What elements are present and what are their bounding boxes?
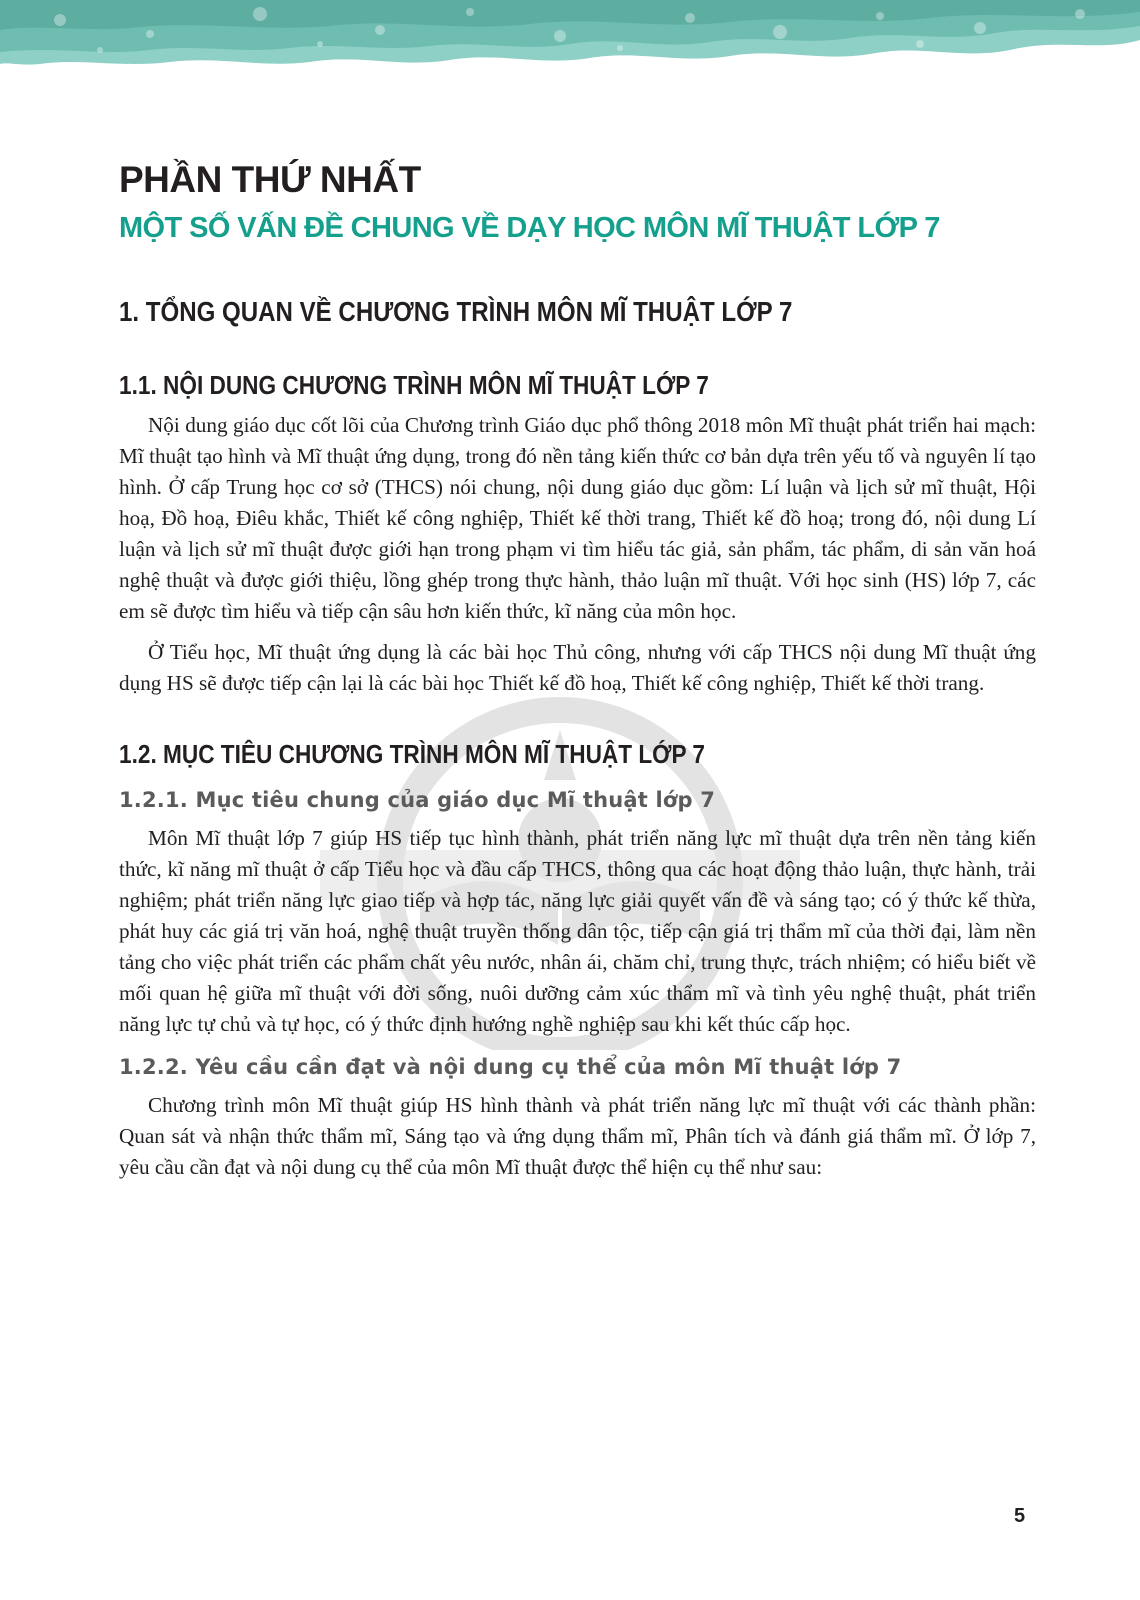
decorative-brush-band [0, 0, 1140, 80]
paragraph-1-2-2: Chương trình môn Mĩ thuật giúp HS hình thành và phát triển năng lực mĩ thuật với các thành phần: Quan sát và nhận thức thẩm mĩ, Sáng tạo và ứng dụng thẩm mĩ, Phân tích và đánh giá thẩm mĩ. Ở lớp 7, yêu cầu cần đạt và nội dung cụ thể của môn Mĩ thuật được thể hiện cụ thể như sau: [119, 1093, 1036, 1179]
page-content [119, 150, 1036, 1183]
page-number: 5 [1014, 1505, 1026, 1527]
paragraph-1-1-a: Nội dung giáo dục cốt lõi của Chương trình Giáo dục phổ thông 2018 môn Mĩ thuật phát triển hai mạch: Mĩ thuật tạo hình và Mĩ thuật ứng dụng, trong đó nền tảng kiến thức cơ bản dựa trên yếu tố và nguyên lí tạo hình. Ở cấp Trung học cơ sở (THCS) nói chung, nội dung giáo dục gồm: Lí luận và lịch sử mĩ thuật, Hội hoạ, Đồ hoạ, Điêu khắc, Thiết kế công nghiệp, Thiết kế thời trang, Thiết kế đồ hoạ; trong đó, nội dung Lí luận và lịch sử mĩ thuật được giới hạn trong phạm vi tìm hiểu tác giả, sản phẩm, tác phẩm, di sản văn hoá nghệ thuật và được giới thiệu, lồng ghép trong thực hành, thảo luận mĩ thuật. Với học sinh (HS) lớp 7, các em sẽ được tìm hiểu và tiếp cận sâu hơn kiến thức, kĩ năng của môn học. [119, 413, 1036, 623]
paragraph-1-1-b: Ở Tiểu học, Mĩ thuật ứng dụng là các bài học Thủ công, nhưng với cấp THCS nội dung Mĩ thuật ứng dụng HS sẽ được tiếp cận lại là các bài học Thiết kế đồ hoạ, Thiết kế công nghiệp, Thiết kế thời trang. [119, 640, 1036, 695]
paragraph-1-2-1: Môn Mĩ thuật lớp 7 giúp HS tiếp tục hình thành, phát triển năng lực mĩ thuật dựa trên nền tảng kiến thức, kĩ năng mĩ thuật ở cấp Tiểu học và đầu cấp THCS, thông qua các hoạt động thảo luận, thực hành, trải nghiệm; phát triển năng lực giao tiếp và hợp tác, năng lực giải quyết vấn đề và sáng tạo; có ý thức kế thừa, phát huy các giá trị văn hoá, nghệ thuật truyền thống dân tộc, tiếp cận giá trị thẩm mĩ của thời đại, làm nền tảng cho việc phát triển các phẩm chất yêu nước, nhân ái, chăm chỉ, trung thực, trách nhiệm; có hiểu biết về mối quan hệ giữa mĩ thuật với đời sống, nuôi dưỡng cảm xúc thẩm mĩ và tình yêu nghệ thuật, phát triển năng lực tự chủ và tự học, có ý thức định hướng nghề nghiệp sau khi kết thúc cấp học. [119, 826, 1036, 1036]
part-title: PHẦN THỨ NHẤT [119, 159, 421, 200]
subsection-heading-1-2-2: 1.2.2. Yêu cầu cần đạt và nội dung cụ thể của môn Mĩ thuật lớp 7 [119, 1055, 902, 1079]
section-heading-1: 1. TỔNG QUAN VỀ CHƯƠNG TRÌNH MÔN MĨ THUẬT LỚP 7 [119, 296, 793, 327]
subsection-heading-1-2-1: 1.2.1. Mục tiêu chung của giáo dục Mĩ thuật lớp 7 [119, 788, 716, 812]
section-heading-1-1: 1.1. NỘI DUNG CHƯƠNG TRÌNH MÔN MĨ THUẬT LỚP 7 [119, 370, 709, 400]
section-heading-1-2: 1.2. MỤC TIÊU CHƯƠNG TRÌNH MÔN MĨ THUẬT LỚP 7 [119, 739, 706, 769]
part-subtitle: MỘT SỐ VẤN ĐỀ CHUNG VỀ DẠY HỌC MÔN MĨ THUẬT LỚP 7 [119, 212, 940, 244]
